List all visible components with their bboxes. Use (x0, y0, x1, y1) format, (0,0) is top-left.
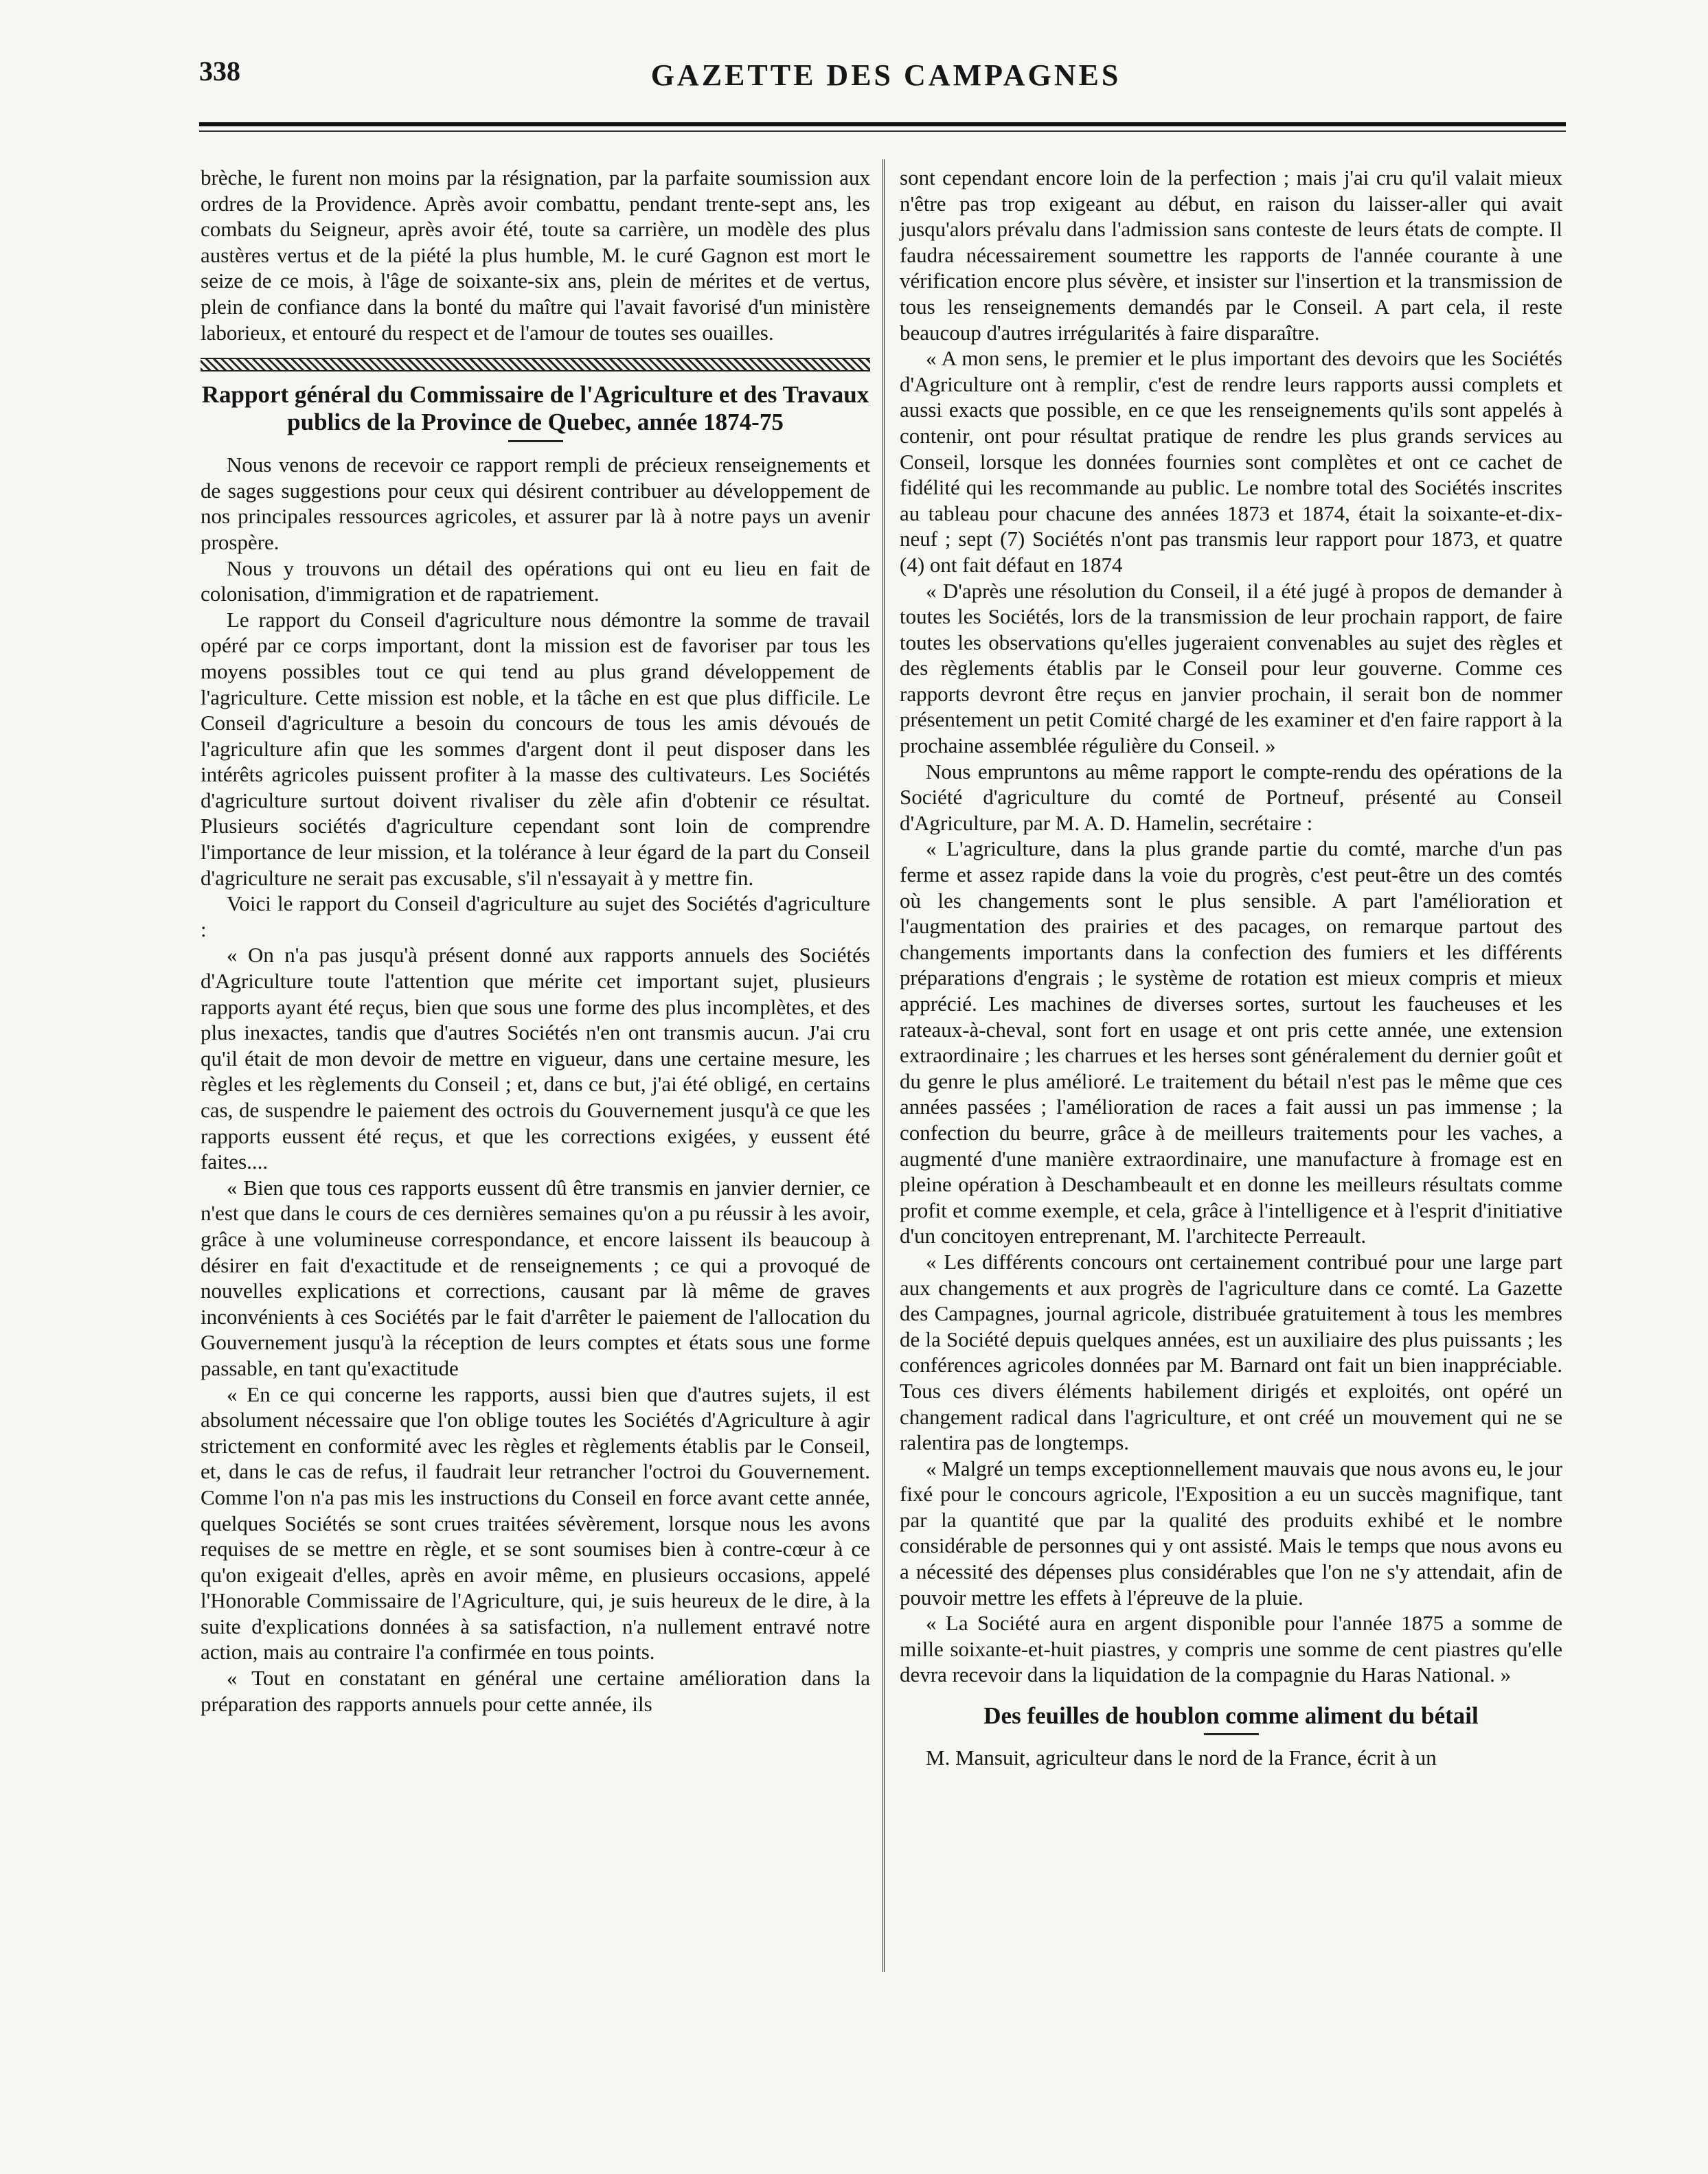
article-paragraph: sont cependant encore loin de la perfection ; mais j'ai cru qu'il valait mieux n'être pas trop exigeant au début, en raison du laisser-aller qui avait jusqu'alors prévalu dans l'admission sans conteste de leurs états de compte. Il faudra nécessairement soumettre les rapports de l'année courante à une vérification encore plus sévère, et insister sur l'insertion et la transmission de tous les renseignements demandés par le Conseil. A part cela, il reste beaucoup d'autres irrégularités à faire disparaître. (900, 165, 1562, 345)
article-paragraph: Le rapport du Conseil d'agriculture nous démontre la somme de travail opéré par ce corps important, dont la mission est de favoriser par tous les moyens possibles tout ce qui tend au plus grand développement de l'agriculture. Cette mission est noble, et la tâche en est que plus difficile. Le Conseil d'agriculture a besoin du concours de tous les amis dévoués de l'agriculture afin que les sommes d'argent dont il peut disposer dans les intérêts agricoles puissent profiter à la masse des cultivateurs. Les Sociétés d'agriculture surtout doivent rivaliser du zèle afin d'obtenir ce résultat. Plusieurs sociétés d'agriculture cependant sont loin de comprendre l'importance de leur mission, et la tolérance à leur égard de la part du Conseil d'agriculture ne serait pas excusable, s'il n'essayait à y mettre fin. (201, 607, 870, 890)
column-divider (883, 159, 885, 1972)
title-rule (1204, 1733, 1259, 1735)
next-article-title: Des feuilles de houblon comme aliment du bétail (983, 1702, 1479, 1730)
article-paragraph: Nous y trouvons un détail des opérations qui ont eu lieu en fait de colonisation, d'immigration et de rapatriement. (201, 556, 870, 606)
article-paragraph: Voici le rapport du Conseil d'agriculture au sujet des Sociétés d'agriculture : (201, 891, 870, 941)
page-number: 338 (199, 56, 240, 87)
article-paragraph: Nous empruntons au même rapport le compte-rendu des opérations de la Société d'agriculture du comté de Portneuf, présenté au Conseil d'Agriculture, par M. A. D. Hamelin, secrétaire : (900, 759, 1562, 835)
title-rule (508, 440, 563, 442)
article-paragraph: « En ce qui concerne les rapports, aussi bien que d'autres sujets, il est absolument nécessaire que l'on oblige toutes les Sociétés d'Agriculture à agir strictement en conformité avec les règles et règlements établis par le Conseil, et, dans le cas de refus, il faudrait leur retrancher l'octroi du Gouvernement. Comme l'on n'a pas mis les instructions du Conseil en force avant cette année, quelques Sociétés se sont crues traitées sévèrement, lorsque nous les avons requises de se mettre en règle, et se sont soumises bien à contre-cœur à ce qu'on exigeait d'elles, après en avoir même, en plusieurs occasions, appelé l'Honorable Commissaire de l'Agriculture, qui, je suis heureux de le dire, à la suite d'explications données à sa satisfaction, n'a nullement entravé notre action, mais au contraire l'a confirmée en tous points. (201, 1382, 870, 1664)
running-title: GAZETTE DES CAMPAGNES (650, 58, 1121, 92)
article-paragraph: « On n'a pas jusqu'à présent donné aux rapports annuels des Sociétés d'Agriculture toute l'attention que mérite cet important sujet, plusieurs rapports ayant été reçus, bien que sous une forme des plus incomplètes, et des plus inexactes, tandis que d'autres Sociétés n'en ont transmis aucun. J'ai cru qu'il était de mon devoir de mettre en vigueur, dans une certaine mesure, les règles et les règlements du Conseil ; et, dans ce but, j'ai été obligé, en certains cas, de suspendre le paiement des octrois du Gouvernement jusqu'à ce que les rapports eussent été reçus, et que les corrections exigées, y eussent été faites.... (201, 943, 870, 1174)
article-title: Rapport général du Commissaire de l'Agriculture et des Travaux publics de la Province de Quebec, année 1874-75 (201, 381, 869, 436)
header-rule (199, 122, 1566, 132)
ornamental-rule (201, 358, 870, 371)
article-paragraph: « Bien que tous ces rapports eussent dû être transmis en janvier dernier, ce n'est que dans le cours de ces dernières semaines qu'on a pu réussir à les avoir, grâce à une volumineuse correspondance, et encore laissent ils beaucoup à désirer en fait d'exactitude et de renseignements ; ce qui a provoqué de nouvelles explications et corrections, causant par là même de graves inconvénients à ces Sociétés par le fait d'arrêter le paiement de l'allocation du Gouvernement jusqu'à la réception de leurs comptes et états sous une forme passable, en tant qu'exactitude (201, 1175, 870, 1380)
article-paragraph: Nous venons de recevoir ce rapport rempli de précieux renseignements et de sages suggestions pour ceux qui désirent contribuer au développement de nos principales ressources agricoles, et assurer par là à notre pays un avenir prospère. (201, 453, 870, 554)
right-column (900, 165, 1562, 1771)
next-article-start: M. Mansuit, agriculteur dans le nord de la France, écrit à un (926, 1746, 1437, 1770)
intro-paragraph: brèche, le furent non moins par la résignation, par la parfaite soumission aux ordres de la Providence. Après avoir combattu, pendant trente-sept ans, les combats du Seigneur, après avoir été, toute sa carrière, un modèle des plus austères vertus et de la piété la plus humble, M. le curé Gagnon est mort le seize de ce mois, à l'âge de soixante-six ans, plein de mérites et de vertus, plein de confiance dans la bonté du maître qui l'avait favorisé d'un ministère laborieux, et entouré du respect et de l'amour de toutes ses ouailles. (201, 165, 870, 345)
article-paragraph: « Les différents concours ont certainement contribué pour une large part aux changements et aux progrès de l'agriculture dans ce comté. La Gazette des Campagnes, journal agricole, distribuée gratuitement à tous les membres de la Société depuis quelques années, est un auxiliaire des plus puissants ; les conférences agricoles données par M. Barnard ont fait un bien inappréciable. Tous ces divers éléments habilement dirigés et exploités, ont opéré un changement radical dans l'agriculture, et ont créé un mouvement qui ne se ralentira pas de longtemps. (900, 1249, 1562, 1455)
article-paragraph: « La Société aura en argent disponible pour l'année 1875 a somme de mille soixante-et-huit piastres, y compris une somme de cent piastres qu'elle devra recevoir dans la liquidation de la compagnie du Haras National. » (900, 1611, 1562, 1687)
article-paragraph: « A mon sens, le premier et le plus important des devoirs que les Sociétés d'Agriculture ont à remplir, c'est de rendre leurs rapports aussi complets et aussi exacts que possible, en ce que les renseignements qu'ils sont appelés à contenir, ont pour résultat pratique de rendre les plus grands services au Conseil, lorsque les données fournies sont complètes et ont ce cachet de fidélité qui les recommande au public. Le nombre total des Sociétés inscrites au tableau pour chacune des années 1873 et 1874, était la soixante-et-dix-neuf ; sept (7) Sociétés n'ont pas transmis leur rapport pour 1873, et quatre (4) ont fait défaut en 1874 (900, 346, 1562, 577)
article-paragraph: « D'après une résolution du Conseil, il a été jugé à propos de demander à toutes les Sociétés, lors de la transmission de leur prochain rapport, de faire toutes les observations qu'elles jugeraient convenables au sujet des règles et des règlements établis par le Conseil pour leur gouverne. Comme ces rapports devront être reçus en janvier prochain, il serait bon de nommer présentement un petit Comité chargé de les examiner et d'en faire rapport à la prochaine assemblée régulière du Conseil. » (900, 578, 1562, 758)
left-column (201, 165, 870, 1717)
article-paragraph: « Malgré un temps exceptionnellement mauvais que nous avons eu, le jour fixé pour le concours agricole, l'Exposition a eu un succès magnifique, tant par la quantité que par la qualité des produits exhibé et le nombre considérable de personnes qui y ont assisté. Mais le temps que nous avons eu a nécessité des dépenses plus considérables que l'on ne s'y attendait, afin de pouvoir mettre les effets à l'épreuve de la pluie. (900, 1456, 1562, 1610)
article-paragraph: « L'agriculture, dans la plus grande partie du comté, marche d'un pas ferme et assez rapide dans la voie du progrès, c'est peut-être un des comtés où les changements sont le plus sensible. A part l'amélioration et l'augmentation des prairies et des pacages, on remarque partout des changements importants dans la confection des fumiers et les différents préparations d'engrais ; le système de rotation est mieux compris et mieux apprécié. Les machines de diverses sortes, surtout les faucheuses et les rateaux-à-cheval, sont fort en usage et ont pris cette année, une extension extraordinaire ; les charrues et les herses sont généralement du dernier goût et du genre le plus amélioré. Le traitement du bétail n'est pas le même que ces années passées ; l'amélioration de races a fait aussi un pas immense ; la confection du beurre, grâce à de meilleurs traitements pour les vaches, a augmenté d'une manière extraordinaire, une manufacture à fromage est en pleine opération à Deschambeault et en donne les meilleurs résultats comme profit et comme exemple, et cela, grâce à l'intelligence et à l'esprit d'initiative d'un concitoyen entreprenant, M. l'architecte Perreault. (900, 836, 1562, 1248)
page-header (199, 55, 1573, 96)
article-paragraph: « Tout en constatant en général une certaine amélioration dans la préparation des rapports annuels pour cette année, ils (201, 1666, 870, 1716)
